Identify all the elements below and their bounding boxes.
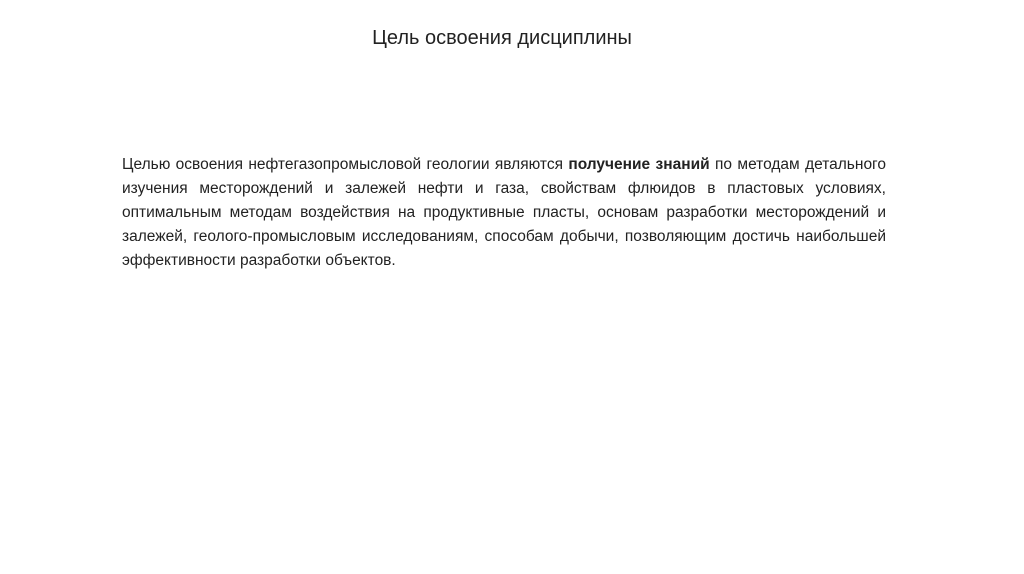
body-text-before: Целью освоения нефтегазопромысловой геологии являются (122, 156, 569, 173)
body-text-emphasis: получение знаний (568, 156, 710, 173)
slide-body-paragraph (122, 153, 886, 273)
slide-title: Цель освоения дисциплины (372, 27, 632, 49)
body-text-after: по методам детального изучения месторождений и залежей нефти и газа, свойствам флюидов в пластовых условиях, оптимальным методам воздействия на продуктивные пласты, основам разработки месторождений и залежей, геолого-промысловым исследованиям, способам добычи, позволяющим достичь наибольшей эффективности разработки объектов. (122, 156, 886, 269)
